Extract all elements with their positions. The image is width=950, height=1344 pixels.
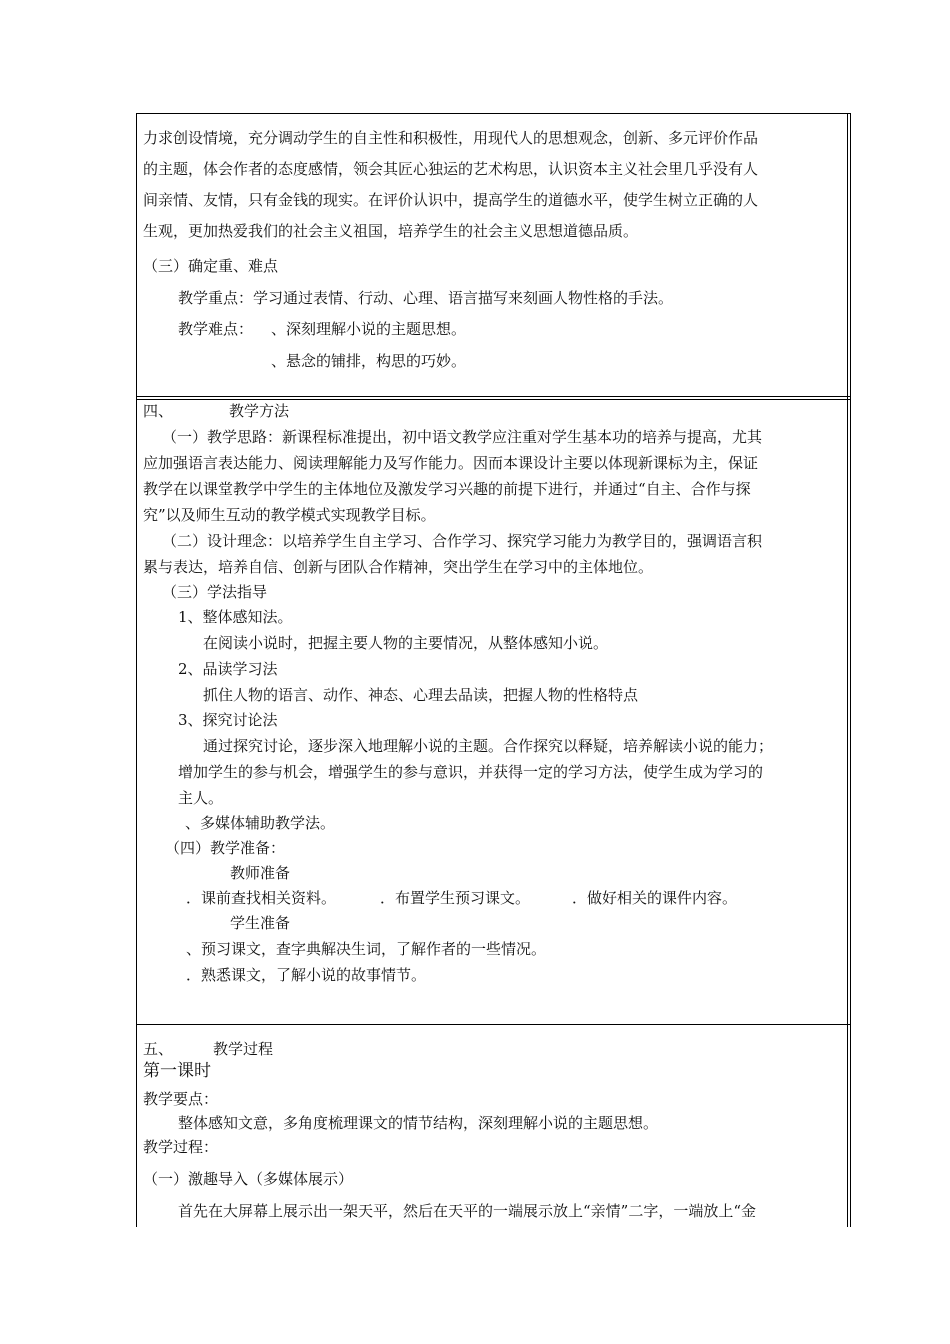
paragraph-line: 间亲情、友情，只有金钱的现实。在评价认识中，提高学生的道德水平，使学生树立正确的人 bbox=[143, 191, 759, 209]
intro-text: 首先在大屏幕上展示出一架天平，然后在天平的一端展示放上“亲情”二字，一端放上“金 bbox=[178, 1202, 757, 1220]
method-3-title: 3、探究讨论法 bbox=[178, 711, 278, 729]
paragraph-line: 教学在以课堂教学中学生的主体地位及激发学习兴趣的前提下进行，并通过“自主、合作与探 bbox=[143, 480, 751, 498]
paragraph-line: 主人。 bbox=[178, 789, 224, 807]
difficulty-item-1: 、深刻理解小说的主题思想。 bbox=[271, 320, 467, 338]
teacher-item-2: ．布置学生预习课文。 bbox=[380, 889, 531, 907]
intro-heading: （一）激趣导入（多媒体展示） bbox=[143, 1170, 354, 1188]
section-title: 教学方法 bbox=[229, 402, 290, 420]
row-divider-2 bbox=[136, 1024, 851, 1025]
points-text: 整体感知文意，多角度梳理课文的情节结构，深刻理解小说的主题思想。 bbox=[178, 1114, 659, 1132]
paragraph-line: 生观，更加热爱我们的社会主义祖国，培养学生的社会主义思想道德品质。 bbox=[143, 222, 639, 240]
method-4: 、多媒体辅助教学法。 bbox=[185, 814, 336, 832]
paragraph-line: 究”以及师生互动的教学模式实现教学目标。 bbox=[143, 506, 436, 524]
paragraph-line: 的主题，体会作者的态度感情，领会其匠心独运的艺术构思，认识资本主义社会里几乎没有人 bbox=[143, 160, 759, 178]
method-2-text: 抓住人物的语言、动作、神态、心理去品读，把握人物的性格特点 bbox=[203, 686, 639, 704]
section-title: 教学过程 bbox=[213, 1040, 274, 1058]
table-border-top bbox=[136, 113, 851, 114]
teacher-item-3: ．做好相关的课件内容。 bbox=[572, 889, 738, 907]
lesson-title: 第一课时 bbox=[143, 1061, 211, 1081]
student-heading: 学生准备 bbox=[230, 914, 291, 932]
difficulty-item-2: 、悬念的铺排，构思的巧妙。 bbox=[271, 352, 467, 370]
prep-heading: （四）教学准备： bbox=[165, 839, 286, 857]
table-border-right-outer bbox=[850, 113, 851, 1227]
points-label: 教学要点： bbox=[143, 1090, 219, 1108]
row-divider-1 bbox=[136, 396, 851, 397]
teacher-item-1: ．课前查找相关资料。 bbox=[186, 889, 337, 907]
paragraph-line: （二）设计理念：以培养学生自主学习、合作学习、探究学习能力为教学目的，强调语言积 bbox=[162, 532, 763, 550]
method-1-title: 1、整体感知法。 bbox=[178, 608, 293, 626]
teacher-heading: 教师准备 bbox=[230, 864, 291, 882]
guide-heading: （三）学法指导 bbox=[162, 583, 268, 601]
paragraph-line: （一）教学思路：新课程标准提出，初中语文教学应注重对学生基本功的培养与提高，尤其 bbox=[162, 428, 763, 446]
section-number: 四、 bbox=[143, 402, 174, 420]
paragraph-line: 累与表达，培养自信、创新与团队合作精神，突出学生在学习中的主体地位。 bbox=[143, 558, 654, 576]
method-1-text: 在阅读小说时，把握主要人物的主要情况，从整体感知小说。 bbox=[203, 634, 609, 652]
key-point-text: 教学重点：学习通过表情、行动、心理、语言描写来刻画人物性格的手法。 bbox=[178, 289, 674, 307]
method-2-title: 2、品读学习法 bbox=[178, 660, 278, 678]
student-item-2: ．熟悉课文，了解小说的故事情节。 bbox=[186, 966, 427, 984]
table-border-left bbox=[136, 113, 137, 1227]
paragraph-line: 增加学生的参与机会，增强学生的参与意识，并获得一定的学习方法，使学生成为学习的 bbox=[178, 763, 764, 781]
paragraph-line: 力求创设情境，充分调动学生的自主性和积极性，用现代人的思想观念，创新、多元评价作品 bbox=[143, 129, 759, 147]
student-item-1: 、预习课文，查字典解决生词，了解作者的一些情况。 bbox=[186, 940, 547, 958]
section-number: 五、 bbox=[143, 1040, 174, 1058]
row-divider-1-b bbox=[136, 399, 851, 400]
paragraph-line: 通过探究讨论，逐步深入地理解小说的主题。合作探究以释疑，培养解读小说的能力； bbox=[203, 737, 774, 755]
process-label: 教学过程： bbox=[143, 1138, 219, 1156]
table-border-right bbox=[847, 113, 848, 1227]
key-points-heading: （三）确定重、难点 bbox=[143, 257, 279, 275]
paragraph-line: 应加强语言表达能力、阅读理解能力及写作能力。因而本课设计主要以体现新课标为主，保证 bbox=[143, 454, 759, 472]
difficulty-label: 教学难点： bbox=[178, 320, 254, 338]
